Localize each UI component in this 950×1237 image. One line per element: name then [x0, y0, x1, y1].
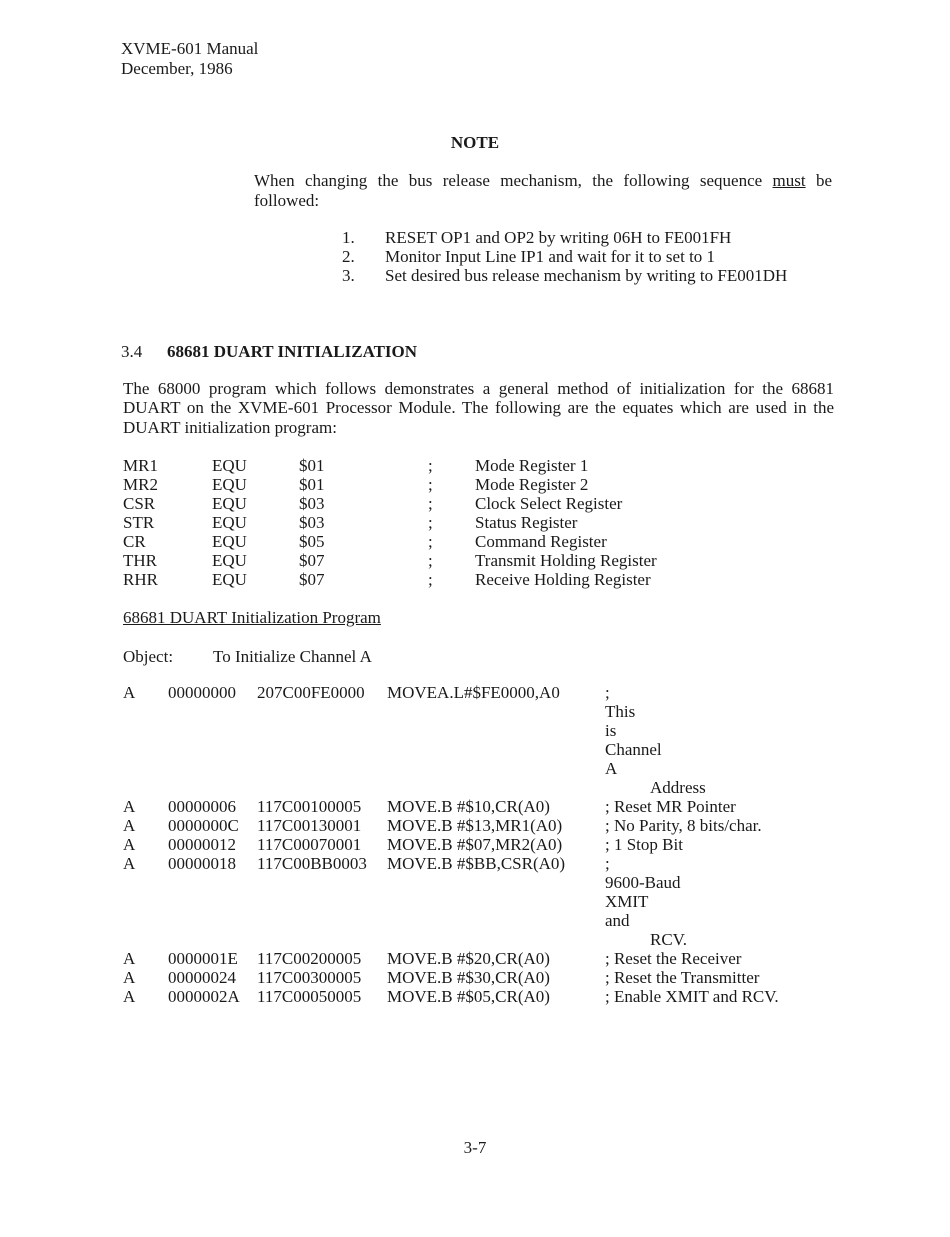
program-object [123, 647, 372, 666]
instruction-cell: MOVE.B #$05,CR(A0) [387, 987, 550, 1006]
table-row [123, 797, 835, 816]
equate-description: Mode Register 1 [475, 456, 589, 475]
equate-description: Clock Select Register [475, 494, 623, 513]
note-text-before: When changing the bus release mechanism, the following sequence [254, 171, 763, 190]
equate-value: $03 [299, 494, 325, 513]
manual-title: XVME-601 Manual [121, 39, 259, 58]
page-number: 3-7 [463, 1138, 487, 1157]
channel-cell: A [123, 949, 136, 968]
section-title: 68681 DUART INITIALIZATION [167, 342, 418, 361]
instruction-cell: MOVE.B #$30,CR(A0) [387, 968, 550, 987]
comment-cell: ; Reset the Receiver [605, 949, 742, 968]
instruction-cell: MOVEA.L#$FE0000,A0 [387, 683, 560, 702]
table-row [123, 968, 835, 987]
table-row [123, 816, 835, 835]
comment-cell: ; 1 Stop Bit [605, 835, 683, 854]
step-text: Set desired bus release mechanism by writing to FE001DH [385, 266, 788, 285]
equate-value: $07 [299, 570, 325, 589]
channel-cell: A [123, 797, 136, 816]
equates-table [123, 456, 657, 589]
note-steps-list [342, 228, 834, 285]
equate-name: MR1 [123, 456, 158, 475]
equate-description: Receive Holding Register [475, 570, 651, 589]
manual-date: December, 1986 [121, 59, 233, 78]
comment-word: ; [605, 683, 610, 702]
program-listing [123, 683, 835, 1006]
comment-marker: ; [428, 513, 433, 532]
note-heading: NOTE [450, 133, 500, 152]
comment-word: is [605, 721, 617, 740]
table-row [123, 475, 657, 494]
comment-cell: ; Enable XMIT and RCV. [605, 987, 779, 1006]
equate-name: CSR [123, 494, 156, 513]
object-code-cell: 117C00100005 [257, 797, 362, 816]
channel-cell: A [123, 987, 136, 1006]
object-value: To Initialize Channel A [213, 647, 372, 666]
comment-cell [605, 854, 835, 949]
equate-value: $03 [299, 513, 325, 532]
comment-word: 9600-Baud [605, 873, 681, 892]
comment-word: Channel [605, 740, 662, 759]
list-item [342, 247, 834, 266]
equate-name: RHR [123, 570, 158, 589]
comment-continuation: Address [650, 778, 706, 797]
equate-op: EQU [212, 551, 247, 570]
step-number: 3. [342, 266, 355, 285]
instruction-cell: MOVE.B #$10,CR(A0) [387, 797, 550, 816]
comment-word: This [605, 702, 636, 721]
step-text: Monitor Input Line IP1 and wait for it to set to 1 [385, 247, 716, 266]
comment-cell: ; No Parity, 8 bits/char. [605, 816, 762, 835]
equate-value: $01 [299, 475, 325, 494]
comment-cell: ; Reset the Transmitter [605, 968, 760, 987]
object-code-cell: 117C00BB0003 [257, 854, 367, 873]
address-cell: 00000000 [168, 683, 236, 702]
comment-marker: ; [428, 532, 433, 551]
address-cell: 00000006 [168, 797, 236, 816]
equate-name: STR [123, 513, 155, 532]
comment-marker: ; [428, 494, 433, 513]
step-text: RESET OP1 and OP2 by writing 06H to FE001FH [385, 228, 732, 247]
section-heading [121, 342, 417, 361]
equate-name: THR [123, 551, 157, 570]
object-code-cell: 117C00130001 [257, 816, 362, 835]
channel-cell: A [123, 816, 136, 835]
table-row [123, 683, 835, 797]
table-row [123, 494, 657, 513]
equate-description: Status Register [475, 513, 578, 532]
table-row [123, 854, 835, 949]
table-row [123, 949, 835, 968]
table-row [123, 835, 835, 854]
address-cell: 0000002A [168, 987, 240, 1006]
equate-value: $07 [299, 551, 325, 570]
step-number: 2. [342, 247, 355, 266]
instruction-cell: MOVE.B #$20,CR(A0) [387, 949, 550, 968]
table-row [123, 551, 657, 570]
table-row [123, 987, 835, 1006]
equate-description: Mode Register 2 [475, 475, 589, 494]
comment-cell [605, 683, 835, 797]
object-label: Object: [123, 647, 174, 666]
object-code-cell: 117C00200005 [257, 949, 362, 968]
comment-first-line [605, 854, 835, 930]
address-cell: 00000012 [168, 835, 236, 854]
comment-cell: ; Reset MR Pointer [605, 797, 736, 816]
address-cell: 00000024 [168, 968, 236, 987]
equate-op: EQU [212, 532, 247, 551]
instruction-cell: MOVE.B #$07,MR2(A0) [387, 835, 563, 854]
program-title: 68681 DUART Initialization Program [123, 608, 381, 627]
channel-cell: A [123, 683, 136, 702]
comment-word: and [605, 911, 630, 930]
section-number: 3.4 [121, 342, 143, 361]
equate-value: $05 [299, 532, 325, 551]
equate-name: MR2 [123, 475, 158, 494]
comment-continuation: RCV. [650, 930, 688, 949]
intro-paragraph: The 68000 program which follows demonstrates a general method of initialization for the 68681 DUART on the XVME-601 Processor Module. The following are the equates which are used in the DUART initialization program: [123, 379, 834, 437]
equate-value: $01 [299, 456, 325, 475]
equate-op: EQU [212, 494, 247, 513]
comment-marker: ; [428, 456, 433, 475]
note-paragraph [254, 171, 832, 211]
table-row [123, 570, 657, 589]
comment-word: ; [605, 854, 610, 873]
instruction-cell: MOVE.B #$13,MR1(A0) [387, 816, 563, 835]
address-cell: 0000001E [168, 949, 238, 968]
note-text-after: be followed: [254, 171, 832, 210]
table-row [123, 513, 657, 532]
equate-description: Command Register [475, 532, 607, 551]
channel-cell: A [123, 835, 136, 854]
object-code-cell: 207C00FE0000 [257, 683, 365, 702]
channel-cell: A [123, 854, 136, 873]
step-number: 1. [342, 228, 355, 247]
object-code-cell: 117C00050005 [257, 987, 362, 1006]
comment-marker: ; [428, 475, 433, 494]
note-text-emphasis: must [772, 171, 806, 190]
equate-op: EQU [212, 475, 247, 494]
list-item [342, 266, 834, 285]
object-code-cell: 117C00300005 [257, 968, 362, 987]
object-code-cell: 117C00070001 [257, 835, 362, 854]
comment-word: A [605, 759, 618, 778]
comment-first-line [605, 683, 835, 778]
equate-op: EQU [212, 570, 247, 589]
table-row [123, 532, 657, 551]
equate-op: EQU [212, 456, 247, 475]
equate-description: Transmit Holding Register [475, 551, 657, 570]
equate-op: EQU [212, 513, 247, 532]
address-cell: 00000018 [168, 854, 236, 873]
comment-marker: ; [428, 551, 433, 570]
address-cell: 0000000C [168, 816, 239, 835]
channel-cell: A [123, 968, 136, 987]
list-item [342, 228, 834, 247]
comment-marker: ; [428, 570, 433, 589]
comment-word: XMIT [605, 892, 649, 911]
table-row [123, 456, 657, 475]
equate-name: CR [123, 532, 146, 551]
page-header [121, 39, 258, 79]
instruction-cell: MOVE.B #$BB,CSR(A0) [387, 854, 566, 873]
